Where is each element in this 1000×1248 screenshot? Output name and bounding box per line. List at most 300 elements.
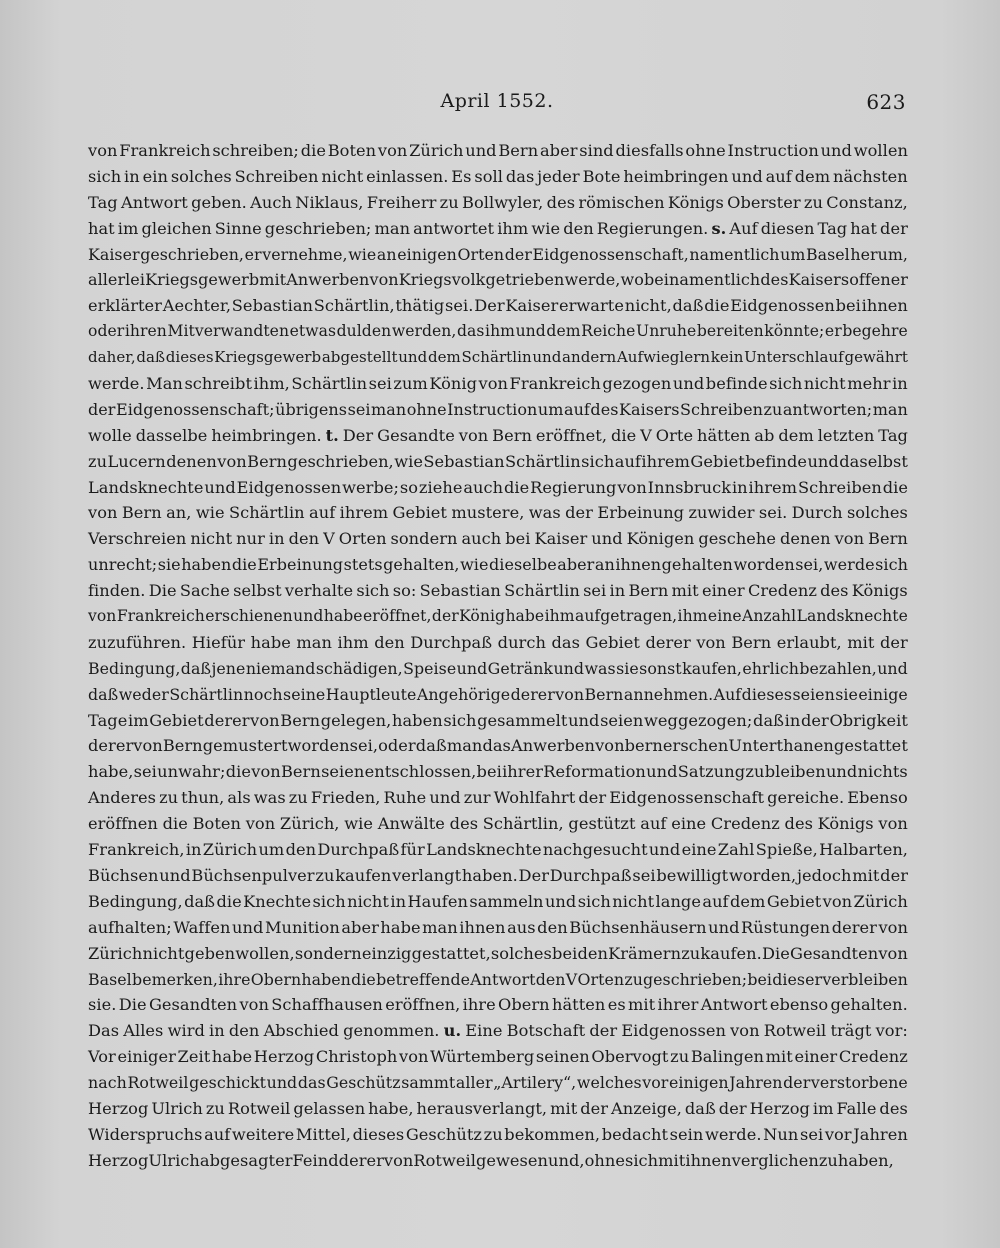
word: zuwider [688, 503, 755, 523]
word: für [400, 840, 425, 860]
word: von [88, 503, 118, 523]
word: Sache [179, 581, 230, 601]
word: sich [769, 374, 803, 394]
word: wollen [853, 141, 908, 160]
word: Satzung [677, 762, 746, 782]
word: Frankreich [116, 607, 205, 626]
word: der [589, 1021, 618, 1041]
word: Vor [88, 1047, 116, 1067]
word: ihnen [615, 555, 662, 575]
word: habe [380, 917, 421, 937]
word: geben [184, 943, 236, 963]
word: des [590, 399, 619, 419]
word: sich [577, 891, 611, 911]
word: bereiten [696, 322, 764, 341]
word: sie [616, 658, 639, 678]
word: Eidgenossen [236, 477, 342, 497]
word: das [551, 632, 580, 652]
word: Bern [628, 581, 669, 601]
word: sind [579, 141, 614, 160]
word: weder [118, 684, 169, 704]
word: der [578, 788, 607, 808]
word: Eidgenossen [621, 1021, 726, 1041]
word: eine [681, 840, 717, 860]
text-line [88, 682, 908, 708]
word: und [708, 917, 740, 937]
word: aber [557, 555, 595, 575]
word: Orten [577, 969, 625, 989]
word: von [369, 270, 399, 290]
word: zugeschrieben; [624, 969, 748, 989]
word: in [209, 1021, 225, 1041]
word: den [537, 917, 568, 937]
word: die [704, 296, 730, 316]
word: den [535, 969, 566, 989]
word: vor [824, 1124, 852, 1144]
word: dem [546, 322, 581, 341]
word: und [465, 141, 497, 160]
word: sammt [401, 1073, 456, 1093]
word: bernerschen [624, 736, 729, 756]
word: einer [701, 581, 745, 601]
word: Es [451, 166, 472, 186]
word: Gebiet [585, 632, 640, 652]
word: sondern [390, 529, 458, 549]
word: Herzog [253, 1047, 315, 1067]
word: geschrieben, [287, 451, 394, 471]
word: Sebastian [419, 581, 501, 601]
word: Antwort [470, 969, 536, 989]
word: ihm [485, 322, 515, 341]
word: zu [670, 1047, 690, 1067]
word: seinen [535, 1047, 590, 1067]
word: Bern [121, 503, 162, 523]
word: von [834, 529, 865, 549]
word: worden [287, 736, 350, 756]
word: denen [780, 529, 831, 549]
word: Mittel, [295, 1124, 351, 1144]
word: die [882, 477, 908, 497]
word: derer [204, 710, 250, 730]
word: Christoph [315, 1047, 398, 1067]
word: und, [548, 1150, 585, 1170]
word: lange [655, 891, 701, 911]
word: Angehörige [416, 684, 511, 704]
word: entschlossen, [364, 762, 477, 782]
word: finden. [88, 581, 146, 601]
word: auf [563, 399, 590, 419]
word: den [577, 943, 608, 963]
word: gestattet, [411, 943, 491, 963]
word: man [446, 736, 483, 756]
word: die [225, 762, 251, 782]
word: Büchsen [88, 865, 159, 885]
word: ohne [406, 399, 447, 419]
word: Kriegsgewerb [214, 348, 322, 367]
text-line [88, 759, 908, 785]
word: ihrer [657, 995, 699, 1015]
word: und [820, 141, 852, 160]
word: Kriegsvolk [398, 270, 486, 290]
word: einige [858, 684, 908, 704]
word: so [399, 477, 419, 497]
word: Alles [123, 1021, 164, 1041]
word: vernehme, [262, 244, 348, 264]
word: noch [243, 684, 283, 704]
word: Spieße, [755, 840, 818, 860]
word: begehre [842, 322, 908, 341]
word: antwortet [413, 218, 495, 238]
word: Auch [250, 192, 292, 212]
word: von [88, 141, 118, 160]
word: in [268, 529, 285, 549]
text-line [88, 785, 908, 811]
word: Der [474, 296, 505, 316]
word: der [879, 632, 908, 652]
word: Eidgenossenschaft; [116, 399, 275, 419]
word: namentlich [669, 270, 761, 290]
word: mit [628, 995, 656, 1015]
word: auf [640, 814, 667, 834]
word: Eidgenossen [730, 296, 835, 316]
word: Bern [868, 529, 908, 549]
word: sie [835, 684, 858, 704]
word: Feind [292, 1150, 339, 1170]
word: wolle [88, 425, 132, 445]
word: von [377, 141, 408, 160]
word: zu [439, 192, 459, 212]
word: eine [707, 607, 742, 626]
word: die [231, 555, 257, 575]
word: Constanz, [826, 192, 908, 212]
word: niemand [245, 658, 316, 678]
word: Bern [280, 762, 321, 782]
word: kein [710, 348, 744, 367]
word: Eidgenossenschaft [609, 788, 765, 808]
word: Durch [791, 503, 843, 523]
word: Widerspruchs [88, 1124, 203, 1144]
text-line [88, 397, 908, 423]
word: Haufen [407, 891, 468, 911]
word: nur [236, 529, 265, 549]
word: ihm [497, 218, 529, 238]
text-line [88, 889, 908, 915]
word: Gesandte [377, 425, 455, 445]
word: an [594, 555, 615, 575]
word: Balingen [690, 1047, 764, 1067]
word: Bern [247, 451, 287, 471]
word: Aechter, [162, 296, 232, 316]
word: werde [823, 555, 875, 575]
word: ohne [584, 1150, 625, 1170]
word: gestützt [568, 814, 636, 834]
word: ihm [677, 607, 708, 626]
word: thun, [181, 788, 225, 808]
word: und [825, 762, 858, 782]
word: eröffnen, [385, 995, 461, 1015]
word: die [504, 477, 530, 497]
word: Instruction [727, 141, 819, 160]
word: Ulrich [151, 1098, 203, 1118]
word: und [568, 710, 600, 730]
text-line [88, 578, 908, 604]
word: worden [733, 555, 795, 575]
word: und [532, 348, 562, 367]
word: mehr [847, 374, 891, 394]
word: gemustert [202, 736, 288, 756]
word: daß [672, 296, 704, 316]
word: sei [799, 1124, 824, 1144]
word: werden, [391, 322, 457, 341]
word: Königen [626, 529, 695, 549]
word: wie [195, 503, 225, 523]
word: Landsknechte [88, 477, 204, 497]
word: Kaiser [505, 296, 559, 316]
word: Anderes [88, 788, 157, 808]
word: Basel [806, 244, 850, 264]
word: im [127, 710, 149, 730]
word: von [458, 425, 489, 445]
word: das [505, 166, 535, 186]
word: haben [391, 710, 443, 730]
word: Die [148, 581, 177, 601]
word: Nun [763, 1124, 799, 1144]
word: den [228, 1021, 260, 1041]
word: durch [497, 632, 546, 652]
word: Geschütz [405, 1124, 482, 1144]
word: aber [341, 917, 379, 937]
word: Aufwieglern [616, 348, 711, 367]
text-line [88, 345, 908, 371]
word: sei [632, 865, 656, 885]
word: Eine [465, 1021, 503, 1041]
word: sei [347, 399, 371, 419]
word: wird [167, 1021, 205, 1041]
word: und [877, 658, 908, 678]
word: herum, [850, 244, 908, 264]
word: stets [343, 555, 383, 575]
word: den [374, 632, 405, 652]
word: verhalte [284, 581, 354, 601]
word: Basel [88, 969, 132, 989]
word: Zahl [717, 840, 755, 860]
word: weggezogen; [644, 710, 753, 730]
word: solches [170, 166, 232, 186]
page-number: 623 [866, 90, 906, 114]
word: daß [753, 710, 785, 730]
word: den [563, 218, 594, 238]
word: nicht [190, 529, 233, 549]
text-line [88, 1044, 908, 1070]
word: sei. [758, 503, 788, 523]
word: habe [323, 607, 363, 626]
word: Lucern [107, 451, 166, 471]
word: Schärtlin [461, 348, 532, 367]
word: in [609, 581, 626, 601]
word: von [730, 1021, 760, 1041]
word: Hiefür [191, 632, 246, 652]
word: und [553, 658, 585, 678]
word: dasselbe [135, 425, 208, 445]
word: Rotweil [127, 1073, 189, 1093]
word: ihrem [641, 451, 690, 471]
word: sich [443, 710, 477, 730]
word: Durchpaß [549, 865, 632, 885]
word: dem [729, 891, 766, 911]
word: von [617, 477, 647, 497]
word: antworten; [782, 399, 873, 419]
word: aus [507, 917, 536, 937]
word: Innsbruck [647, 477, 732, 497]
word: daselbst [839, 451, 908, 471]
word: Krämern [608, 943, 682, 963]
word: und [266, 1073, 298, 1093]
word: im [117, 218, 139, 238]
text-line [88, 1148, 908, 1174]
word: unrecht; [88, 555, 158, 575]
word: Sinne [214, 218, 262, 238]
word: um [537, 399, 564, 419]
word: bewilligt [656, 865, 729, 885]
page-header [88, 90, 906, 122]
word: Königs [817, 814, 874, 834]
word: zu [88, 451, 108, 471]
word: von [399, 1047, 429, 1067]
word: und [456, 658, 488, 678]
word: ihm [337, 632, 369, 652]
text-line [88, 475, 908, 501]
word: so: [392, 581, 417, 601]
word: derer [338, 1150, 384, 1170]
word: Kaiser [534, 529, 588, 549]
word: sei. [445, 296, 474, 316]
word: Herzog [749, 1098, 810, 1118]
word: verlangt [392, 865, 462, 885]
text-line [88, 837, 908, 863]
word: hat [88, 218, 115, 238]
word: zu [159, 788, 179, 808]
word: Frankreich [119, 141, 211, 160]
word: habe, [88, 762, 134, 782]
word: dieser [772, 969, 823, 989]
word: Büchsenhäusern [569, 917, 707, 937]
word: Die [118, 995, 147, 1015]
word: unwahr; [157, 762, 226, 782]
word: Bote [582, 166, 621, 186]
word: Erbeinung [597, 503, 685, 523]
word: ihm [544, 607, 575, 626]
word: hätten [551, 995, 606, 1015]
word: werde, [564, 270, 621, 290]
text-line [88, 967, 908, 993]
word: letzten [817, 425, 875, 445]
word: des [449, 814, 479, 834]
word: kaufen [335, 865, 392, 885]
word: Zürich [88, 943, 143, 963]
word: in [124, 166, 140, 186]
word: nicht [142, 943, 185, 963]
word: Bollwyler, [462, 192, 544, 212]
word: Geschütz [326, 1073, 401, 1093]
word: Königs [851, 581, 908, 601]
word: daß [88, 684, 119, 704]
word: Gebiet [690, 451, 745, 471]
word: sich [581, 451, 615, 471]
word: derer [831, 917, 877, 937]
text-line [88, 1096, 908, 1122]
word: Knechte [243, 891, 312, 911]
word: schädigen, [315, 658, 403, 678]
word: wie [460, 555, 489, 575]
word: Schärtlin [504, 581, 580, 601]
word: Auf [713, 684, 742, 704]
word: Die [761, 943, 790, 963]
word: von [878, 814, 908, 834]
word: Munition [264, 917, 340, 937]
word: nicht [612, 891, 655, 911]
word: als [227, 788, 251, 808]
word: sie [157, 555, 181, 575]
word: das [457, 322, 485, 341]
word: eine [671, 814, 707, 834]
word: vor [642, 1073, 669, 1093]
word: Orte [655, 425, 694, 445]
word: Landsknechte [796, 607, 908, 626]
text-line [88, 863, 908, 889]
word: aufhalten; [88, 917, 172, 937]
text-line [88, 267, 908, 293]
word: bei [476, 762, 502, 782]
word: aufgetragen, [574, 607, 678, 626]
word: das [482, 736, 511, 756]
word: Zeit [177, 1047, 211, 1067]
word: Speise [403, 658, 457, 678]
word: Kaisers [619, 399, 680, 419]
word: der [718, 1098, 747, 1118]
word: Bern [498, 141, 539, 160]
word: nächsten [833, 166, 908, 186]
word: zu [205, 1098, 225, 1118]
section-marker: u. [443, 1021, 462, 1041]
word: Schaffhausen [271, 995, 383, 1015]
word: in [390, 891, 407, 911]
word: sei, [349, 736, 379, 756]
word: einigen [668, 1073, 729, 1093]
word: Der [342, 425, 374, 445]
word: von [555, 684, 585, 704]
word: andern [562, 348, 617, 367]
word: der [880, 865, 908, 885]
word: könnte; [764, 322, 825, 341]
word: der [800, 710, 829, 730]
word: abgesagter [199, 1150, 293, 1170]
word: Unterschlauf [744, 348, 844, 367]
word: auf [702, 891, 729, 911]
word: nach [88, 1073, 127, 1093]
word: schreiben; [212, 141, 299, 160]
word: das [297, 1073, 326, 1093]
word: von [250, 710, 280, 730]
word: von [478, 374, 508, 394]
word: die [216, 891, 242, 911]
word: Zürich [202, 840, 258, 860]
word: wollen, [235, 943, 295, 963]
word: seien [321, 762, 365, 782]
word: Bedingung, [88, 658, 181, 678]
word: etwas [289, 322, 337, 341]
word: wie [348, 244, 377, 264]
word: wie [344, 814, 373, 834]
